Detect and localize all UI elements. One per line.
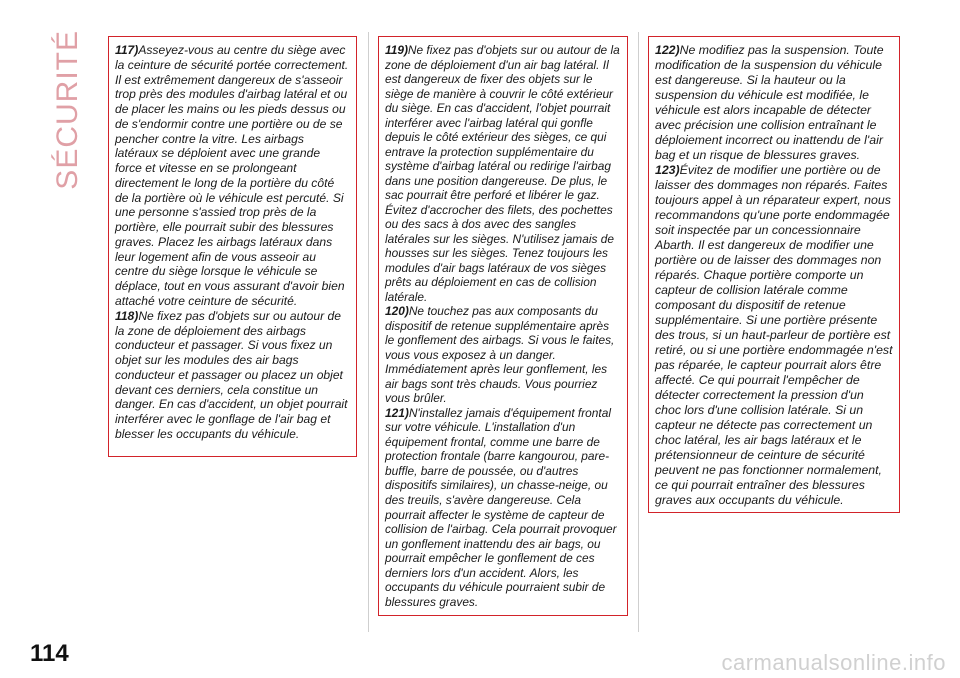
note-box-column-2 [378,36,628,616]
page-number: 114 [30,640,69,667]
column-divider-right [638,32,639,632]
watermark: carmanualsonline.info [721,650,946,675]
note-123: 123)Évitez de modifier une portière ou de laisser des dommages non réparés. Faites toujours appel à un réparateur expert, nous recommandons qu'une porte endommagée soit inspectée par un concessionnaire Abarth. Il est dangereux de modifier une portière ou de laisser des dommages non réparés. Chaque portière comporte un capteur de collision latérale comme composant du dispositif de retenue supplémentaire. Si une portière présente des trous, si un haut-parleur de portière est retiré, ou si une portière endommagée n'est pas réparée, le capteur pourrait alors être affecté. Ce qui pourrait l'empêcher de détecter correctement la pression d'un choc lors d'une collision latérale. Si un capteur ne détecte pas correctement un choc latéral, les air bags latéraux et le prétensionneur de ceinture de sécurité peuvent ne pas fonctionner normalement, ce qui pourrait entraîner des blessures graves aux occupants du véhicule. [655,163,893,507]
note-121: 121)N'installez jamais d'équipement frontal sur votre véhicule. L'installation d'un équipement frontal, comme une barre de protection frontale (barre kangourou, pare-buffle, barre de poussée, ou d'autres dispositifs similaires), un chasse-neige, ou des treuils, s'avère dangereuse. Cela pourrait affecter le système de capteur de collision de l'airbag. Cela pourrait provoquer un gonflement inattendu des air bags, ou pourrait empêcher le gonflement de ces derniers lors d'un accident. Alors, les occupants du véhicule pourraient subir de blessures graves. [385,405,617,609]
note-122: 122)Ne modifiez pas la suspension. Toute modification de la suspension du véhicule est dangereuse. Si la hauteur ou la suspension du véhicule est modifiée, le véhicule est alors incapable de détecter avec précision une collision entraînant le déploiement incorrect ou inattendu de l'air bag et un risque de blessures graves. [655,43,884,162]
column-divider-left [368,32,369,632]
note-117: 117)Asseyez-vous au centre du siège avec la ceinture de sécurité portée correctement. Il est extrêmement dangereux de s'asseoir trop près des modules d'airbag latéral et ou de placer les mains ou les pieds dessus ou de s'endormir contre une portière ou de se pencher contre la vitre. Les airbags latéraux se déploient avec une grande force et vitesse en se prolongeant directement le long de la portière du côté de la portière où le véhicule est percuté. Si une personne s'assied trop près de la portière, elle pourrait subir des blessures graves. Placez les airbags latéraux dans leur logement afin de vous asseoir au centre du siège lorsque le véhicule se déplace, tout en vous assurant d'avoir bien attaché votre ceinture de sécurité. [115,43,349,309]
note-119: 119)Ne fixez pas d'objets sur ou autour de la zone de déploiement d'un air bag latéral. Il est dangereux de fixer des objets sur le siège de manière à couvrir le côté extérieur du siège. En cas d'accident, l'objet pourrait interférer avec l'airbag latéral qui gonfle depuis le côté extérieur des sièges, ce qui entrave la protection supplémentaire du système d'airbag latéral ou redirige l'airbag dans une position dangereuse. De plus, le sac pourrait être perforé et libérer le gaz. Évitez d'accrocher des filets, des pochettes ou des sacs à dos avec des sangles latérales sur les sièges. N'utilisez jamais de housses sur les sièges. Tenez toujours les modules d'air bags latéraux de vos sièges prêts au déploiement en cas de collision latérale. [385,43,620,304]
note-box-column-3 [648,36,900,513]
section-title: SÉCURITÉ [51,30,84,190]
note-118: 118)Ne fixez pas d'objets sur ou autour de la zone de déploiement des airbags conducteur et passager. Si vous fixez un objet sur les modules des air bags conducteur et passager ou placez un objet devant ces derniers, cela constitue un danger. En cas d'accident, un objet pourrait interférer avec le gonflage de l'air bag et blesser les occupants du véhicule. [115,308,348,441]
note-120: 120)Ne touchez pas aux composants du dispositif de retenue supplémentaire après le gonflement des airbags. Si vous le faites, vous vous exposez à un danger. Immédiatement après leur gonflement, les air bags sont très chauds. Vous pourriez vous brûler. [385,304,615,406]
note-box-column-1 [108,36,357,457]
